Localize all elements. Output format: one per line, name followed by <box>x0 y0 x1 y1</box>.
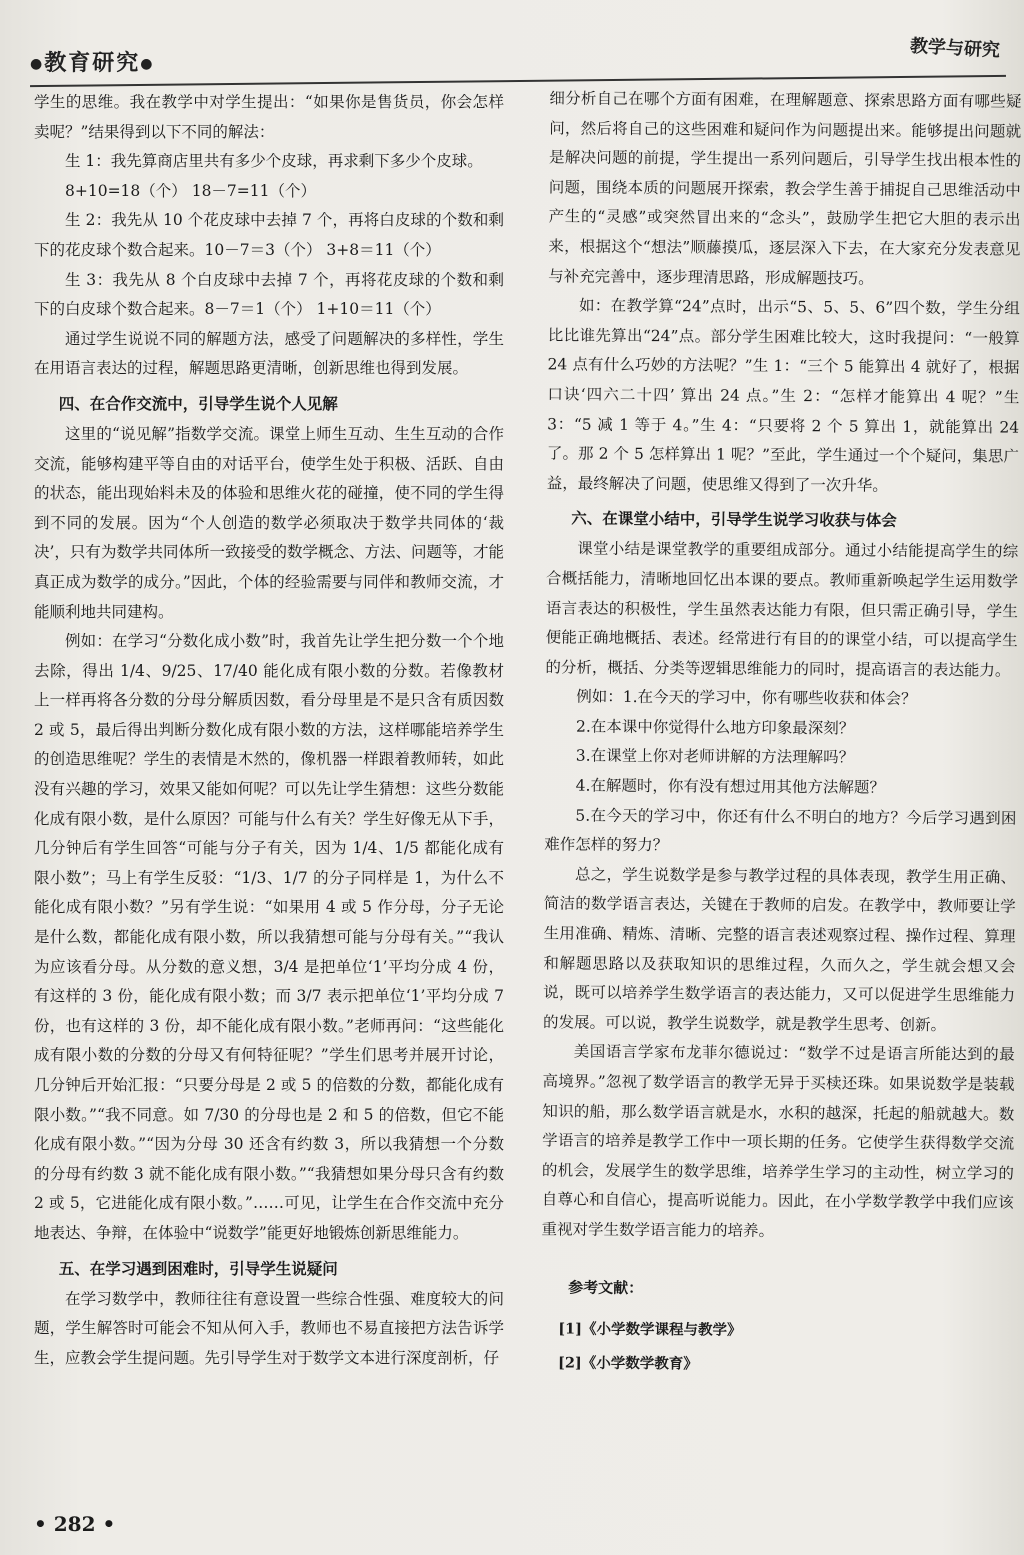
paragraph: 课堂小结是课堂教学的重要组成部分。通过小结能提高学生的综合概括能力，清晰地回忆出本课的要点。教师重新唤起学生运用数学语言表达的积极性，学生虽然表达能力有限，但只需正确引导，学生便能正确地概括、表述。经常进行有目的的课堂小结，可以提高学生的分析，概括、分类等逻辑思维能力的同时，提高语言的表达能力。 <box>545 539 1019 680</box>
paragraph: 例如：在学习“分数化成小数”时，我首先让学生把分数一个个地去除，得出 1/4、9/25、17/40 能化成有限小数的分数。若像教材上一样再将各分数的分母分解质因数，看分母里是不是只含有质因数 2 或 5，最后得出判断分数化成有限小数的方法，这样哪能培养学生的创造思维呢？学生的表情是木然的，像机器一样跟着教师转，如此没有兴趣的学习，效果又能如何呢？可以先让学生猜想：这些分数能化成有限小数，是什么原因？可能与什么有关？学生好像无从下手，几分钟后有学生回答“可能与分子有关，因为 1/4、1/5 都能化成有限小数”；马上有学生反驳：“1/3、1/7 的分子同样是 1，为什么不能化成有限小数？”另有学生说：“如果用 4 或 5 作分母，分子无论是什么数，都能化成有限小数，所以我猜想可能与分母有关。”“我认为应该看分母。从分数的意义想，3/4 是把单位‘1’平均分成 4 份，有这样的 3 份，能化成有限小数；而 3/7 表示把单位‘1’平均分成 7 份，也有这样的 3 份，却不能化成有限小数。”老师再问：“这些能化成有限小数的分数的分母又有何特征呢？”学生们思考并展开讨论，几分钟后开始汇报：“只要分母是 2 或 5 的倍数的分数，都能化成有限小数。”“我不同意。如 7/30 的分母也是 2 和 5 的倍数，但它不能化成有限小数。”“因为分母 30 还含有约数 3，所以我猜想一个分数的分母有约数 3 就不能化成有限小数。”“我猜想如果分母只含有约数 2 或 5，它进能化成有限小数。”……可见，让学生在合作交流中充分地表达、争辩，在体验中“说数学”能更好地锻炼创新思维能力。 <box>34 632 505 1242</box>
paragraph: 总之，学生说数学是参与教学过程的具体表现，教学生用正确、简洁的数学语言表达，关键在于教师的启发。在教学中，教师要让学生用准确、精炼、清晰、完整的语言表述观察过程、操作过程、算理和解题思路以及获取知识的思维过程，久而久之，学生就会想又会说，既可以培养学生数学语言的表达能力，又可以促进学生思维能力的发展。可以说，教学生说数学，就是教学生思考、创新。 <box>542 865 1017 1034</box>
page-number: • 282 • <box>34 1512 116 1536</box>
left-text-column <box>34 88 504 1373</box>
paragraph: 如：在教学算“24”点时，出示“5、5、5、6”四个数，学生分组比比谁先算出“24”点。部分学生困难比较大，这时我提问：“一般算 24 点有什么巧妙的方法呢？”生 1：“三个 5 能算出 4 就好了，根据口诀‘四六二十四’ 算出 24 点。”生 2：“怎样才能算出 4 呢？”生 3：“5 减 1 等于 4。”生 4：“只要将 2 个 5 算出 1，就能算出 24 了。那 2 个 5 怎样算出 1 呢？”至此，学生通过一个个疑问，集思广益，最终解决了问题，使思维又得到了一次升华。 <box>546 296 1021 495</box>
paragraph: 通过学生说说不同的解题方法，感受了问题解决的多样性，学生在用语言表达的过程，解题思路更清晰，创新思维也得到发展。 <box>34 329 504 378</box>
paragraph: 学生的思维。我在教学中对学生提出：“如果你是售货员，你会怎样卖呢？”结果得到以下不同的解法： <box>34 93 504 141</box>
references-section <box>540 1273 1013 1384</box>
paragraph: 在学习数学中，教师往往有意设置一些综合性强、难度较大的问题，学生解答时可能会不知从何入手，教师也不易直接把方法告诉学生，应教会学生提问题。先引导学生对于数学文本进行深度剖析，仔 <box>34 1289 504 1367</box>
section-title-text: 教育研究 <box>44 51 141 76</box>
paragraph: 3.在课堂上你对老师讲解的方法理解吗？ <box>575 747 855 767</box>
header-divider <box>30 75 1006 87</box>
journal-section-title <box>30 46 154 77</box>
section-heading: 六、在课堂小结中，引导学生说学习收获与体会 <box>571 509 897 531</box>
paragraph: 2.在本课中你觉得什么地方印象最深刻？ <box>575 717 855 738</box>
paragraph: 细分析自己在哪个方面有困难，在理解题意、探索思路方面有哪些疑问，然后将自己的这些困难和疑问作为问题提出来。能够提出问题就是解决问题的前提，学生提出一系列问题后，引导学生找出根本性的问题，围绕本质的问题展开探索，教会学生善于捕捉自己思维活动中产生的“灵感”或突然冒出来的“念头”，鼓励学生把它大胆的表示出来，根据这个“想法”顺藤摸瓜，逐层深入下去，在大家充分发表意见与补充完善中，逐步理清思路，形成解题技巧。 <box>548 89 1022 288</box>
references-heading: 参考文献： <box>568 1278 644 1297</box>
paragraph: 生 3：我先从 8 个白皮球中去掉 7 个，再将花皮球的个数和剩下的白皮球个数合起来。8－7＝1（个） 1+10＝11（个） <box>34 270 504 319</box>
paragraph: 生 2：我先从 10 个花皮球中去掉 7 个，再将白皮球的个数和剩下的花皮球个数合起来。10－7＝3（个） 3+8＝11（个） <box>34 211 504 259</box>
bullet-icon: ● <box>140 56 155 72</box>
section-heading: 四、在合作交流中，引导学生说个人见解 <box>58 394 338 413</box>
paragraph: 生 1：我先算商店里共有多少个皮球，再求剩下多少个皮球。 <box>65 152 483 171</box>
reference-item: [2]《小学数学教育》 <box>557 1354 698 1373</box>
right-text-column <box>540 84 1021 1383</box>
paragraph: 这里的“说见解”指数学交流。课堂上师生互动、生生互动的合作交流，能够构建平等自由的对话平台，使学生处于积极、活跃、自由的状态，能出现始料未及的体验和思维火花的碰撞，使不同的学生得到不同的发展。因为“个人创造的数学必须取决于数学共同体的‘裁决’，只有为数学共同体所一致接受的数学概念、方法、问题等，才能真正成为数学的成分。”因此，个体的经验需要与同伴和教师交流，才能顺利地共同建构。 <box>34 424 504 621</box>
reference-item: [1]《小学数学课程与教学》 <box>558 1320 742 1339</box>
paragraph: 4.在解题时，你有没有想过用其他方法解题？ <box>575 776 885 797</box>
paragraph: 5.在今天的学习中，你还有什么不明白的地方？今后学习遇到困难作怎样的努力？ <box>544 806 1017 855</box>
right-column-body <box>541 84 1021 1248</box>
section-heading: 五、在学习遇到困难时，引导学生说疑问 <box>58 1259 338 1278</box>
paragraph: 例如：1.在今天的学习中，你有哪些收获和体会？ <box>576 687 917 709</box>
bullet-icon: ● <box>30 56 45 72</box>
paragraph: 美国语言学家布龙菲尔德说过：“数学不过是语言所能达到的最高境界。”忽视了数学语言的教学无异于买椟还珠。如果说数学是装载知识的船，那么数学语言就是水，水积的越深，托起的船就越大。数学语言的培养是教学工作中一项长期的任务。它使学生获得数学交流的机会，发展学生的数学思维，培养学生学习的主动性，树立学习的自尊心和自信心，提高听说能力。因此，在小学数学教学中我们应该重视对学生数学语言能力的培养。 <box>541 1042 1015 1240</box>
journal-column-title: 教学与研究 <box>909 35 1001 62</box>
paragraph: 8+10=18（个） 18－7=11（个） <box>65 181 317 200</box>
